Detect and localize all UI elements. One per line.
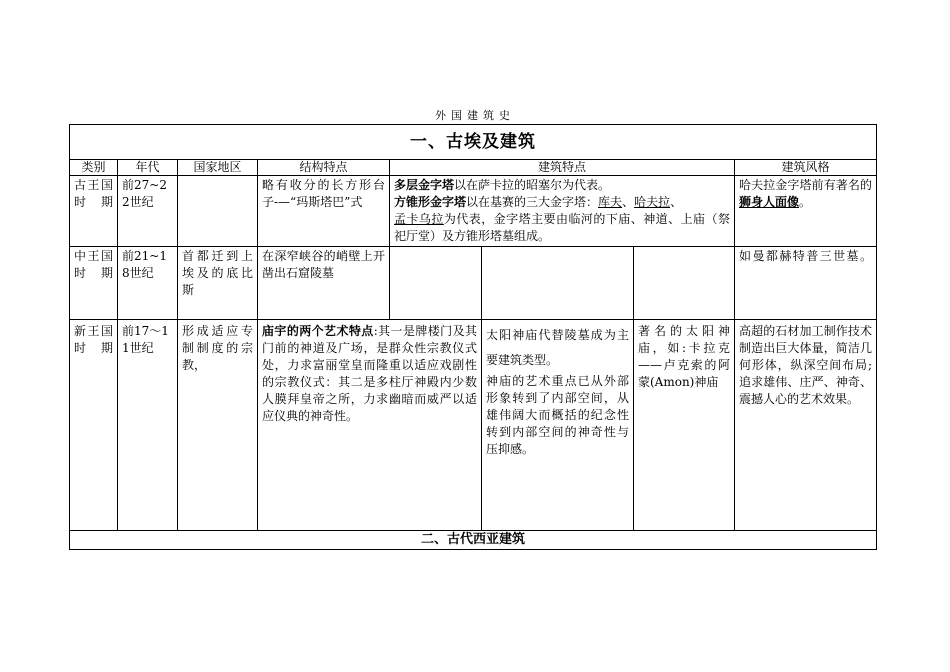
cell-category: 中王国时期 [70,247,118,320]
cell-structure: 略有收分的长方形台子-—“玛斯塔巴”式 [258,176,390,247]
cell-empty [390,247,482,320]
table-row-old-kingdom [70,176,877,247]
cell-temple-features: 庙宇的两个艺术特点:其一是牌楼门及其门前的神道及广场，是群众性宗教仪式处，力求富丽堂皇而隆重以适应戏剧性的宗教仪式：其二是多柱厅神殿内少数人膜拜皇帝之所，力求幽暗而威严以适应仪典的神奇性。 [258,320,482,531]
bold-term: 多层金字塔 [394,178,455,192]
cell-region: 首都迁到上埃及的底比斯 [178,247,258,320]
col-header-category: 类别 [70,160,118,176]
bold-term: 庙宇的两个艺术特点 [262,324,374,338]
table-row-new-kingdom [70,320,877,531]
section2-row [70,531,877,550]
cell-structure: 在深窄峡谷的峭壁上开凿出石窟陵墓 [258,247,390,320]
cell-region: 形成适应专制制度的宗教， [178,320,258,531]
col-header-architecture: 建筑特点 [390,160,735,176]
egypt-architecture-table [69,124,877,550]
pyramid-name: 哈夫拉 [634,195,671,209]
col-header-era: 年代 [118,160,178,176]
cell-style: 如曼都赫特普三世墓。 [735,247,877,320]
col-header-region: 国家地区 [178,160,258,176]
pyramid-name: 库夫 [598,195,623,209]
title-row [70,125,877,160]
cell-style: 高超的石材加工制作技术制造出巨大体量，简洁几何形体，纵深空间布局;追求雄伟、庄严、神奇、震撼人心的艺术效果。 [735,320,877,531]
cell-style: 哈夫拉金字塔前有著名的狮身人面像。 [735,176,877,247]
cell-era: 前17～11世纪 [118,320,178,531]
cell-era: 前27~22世纪 [118,176,178,247]
sphinx-term: 狮身人面像 [739,195,800,209]
bold-term: 方锥形金字塔 [394,195,467,209]
pyramid-name: 孟卡乌拉 [394,212,444,226]
col-header-style: 建筑风格 [735,160,877,176]
header-row [70,160,877,176]
table-row-middle-kingdom [70,247,877,320]
table-title: 一、古埃及建筑 [70,125,877,160]
cell-category: 新王国时期 [70,320,118,531]
cell-region [178,176,258,247]
cell-category: 古王国时期 [70,176,118,247]
page-header: 外国建筑史 [435,109,515,122]
cell-architecture: 多层金字塔以在萨卡拉的昭塞尔为代表。 方锥形金字塔以在基赛的三大金字塔：库夫、哈夫拉、 孟卡乌拉为代表，金字塔主要由临河的下庙、神道、上庙（祭祀厅堂）及方锥形塔墓组成。 [390,176,735,247]
cell-empty [482,247,634,320]
col-header-structure: 结构特点 [258,160,390,176]
cell-era: 前21~18世纪 [118,247,178,320]
cell-empty [634,247,735,320]
cell-examples: 著名的太阳神庙，如:卡拉克——卢克索的阿蒙(Amon)神庙 [634,320,735,531]
section2-title: 二、古代西亚建筑 [70,531,877,550]
cell-temple-type: 太阳神庙代替陵墓成为主要建筑类型。 神庙的艺术重点已从外部形象转到了内部空间，从雄伟阔大而概括的纪念性转到内部空间的神奇性与压抑感。 [482,320,634,531]
